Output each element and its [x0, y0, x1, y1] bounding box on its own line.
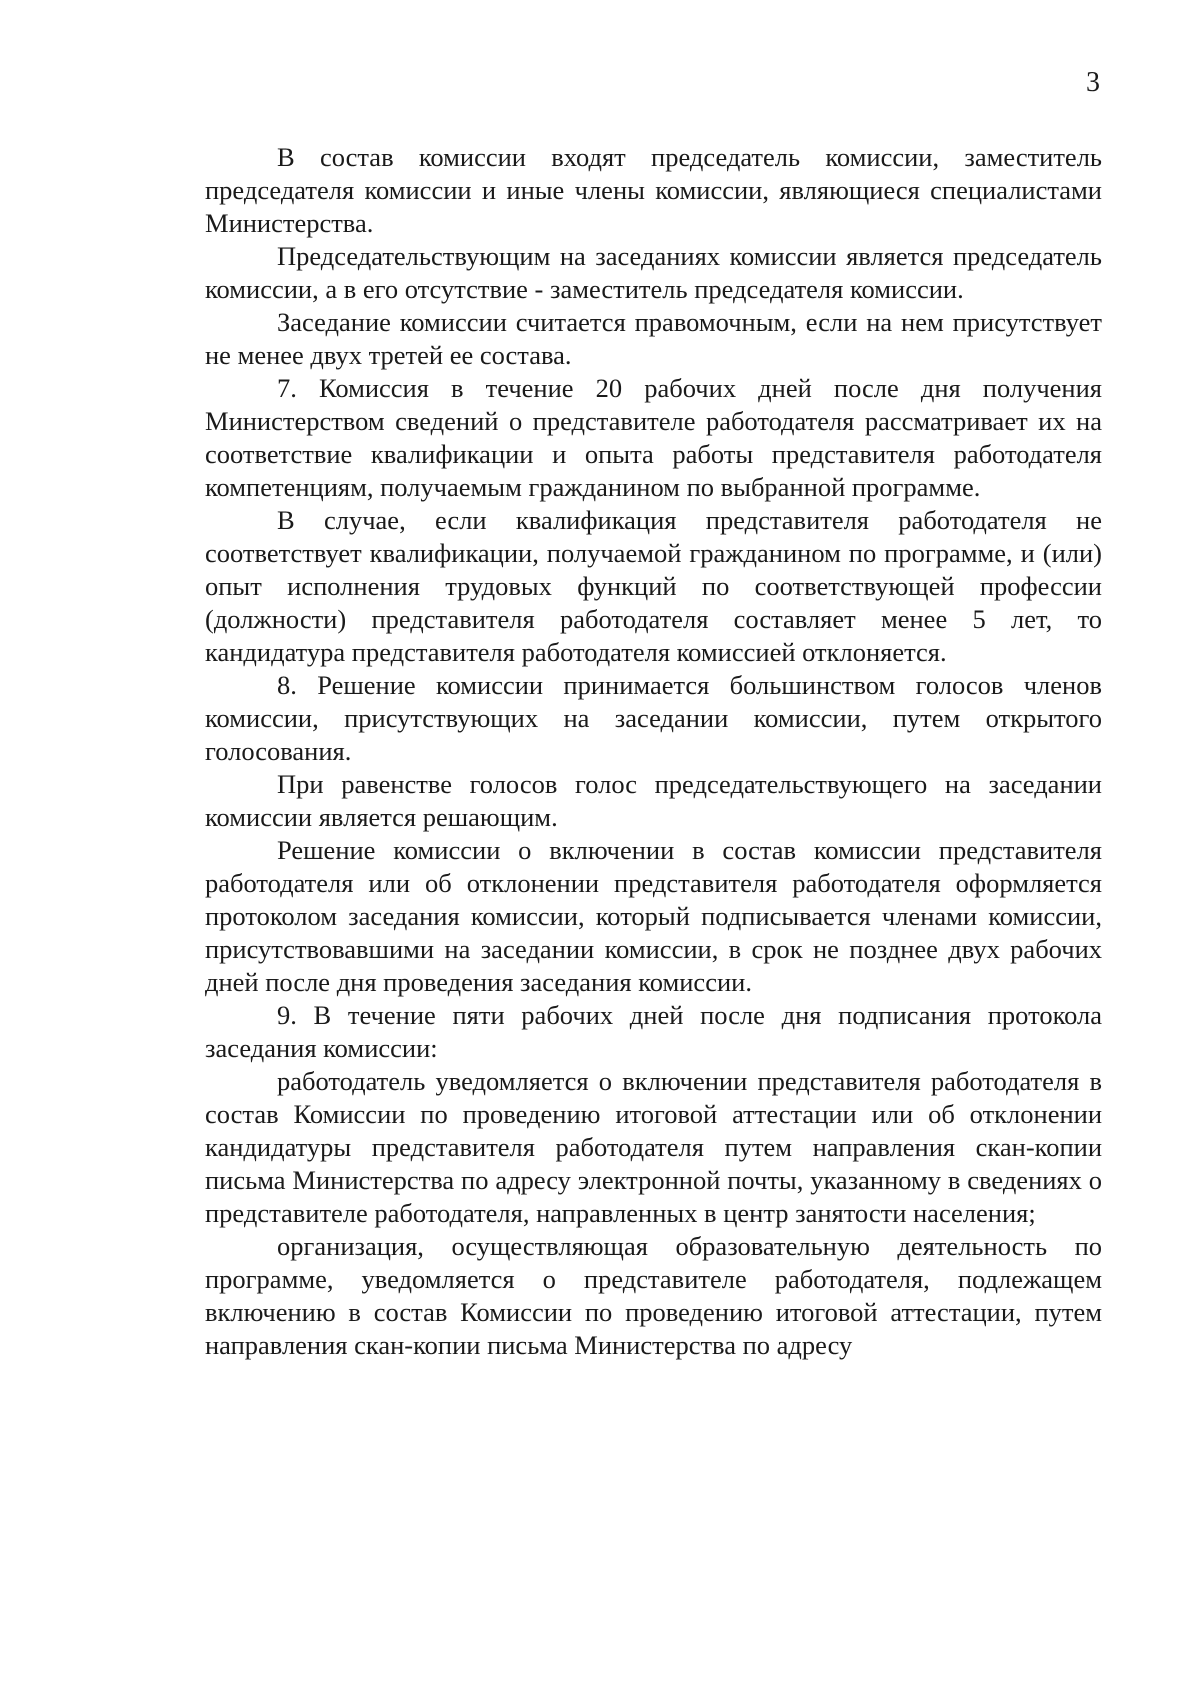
paragraph-item-8: 8. Решение комиссии принимается большинством голосов членов комиссии, присутствующих на заседании комиссии, путем открытого голосования. — [205, 670, 1102, 766]
paragraph-employer-notification: работодатель уведомляется о включении представителя работодателя в состав Комиссии по проведению итоговой аттестации или об отклонении кандидатуры представителя работодателя путем направления скан-копии письма Министерства по адресу электронной почты, указанному в сведениях о представителе работодателя, направленных в центр занятости населения; — [205, 1066, 1102, 1228]
paragraph-tie-vote: При равенстве голосов голос председательствующего на заседании комиссии является решающим. — [205, 769, 1102, 832]
document-body — [205, 141, 1102, 1362]
page-number: 3 — [1086, 67, 1100, 98]
paragraph-quorum: Заседание комиссии считается правомочным, если на нем присутствует не менее двух третей ее состава. — [205, 307, 1102, 370]
paragraph-item-7: 7. Комиссия в течение 20 рабочих дней после дня получения Министерством сведений о представителе работодателя рассматривает их на соответствие квалификации и опыта работы представителя работодателя компетенциям, получаемым гражданином по выбранной программе. — [205, 373, 1102, 502]
paragraph-protocol: Решение комиссии о включении в состав комиссии представителя работодателя или об отклонении представителя работодателя оформляется протоколом заседания комиссии, который подписывается членами комиссии, присутствовавшими на заседании комиссии, в срок не позднее двух рабочих дней после дня проведения заседания комиссии. — [205, 835, 1102, 997]
paragraph-item-9: 9. В течение пяти рабочих дней после дня подписания протокола заседания комиссии: — [205, 1000, 1102, 1063]
paragraph-presiding: Председательствующим на заседаниях комиссии является председатель комиссии, а в его отсутствие - заместитель председателя комиссии. — [205, 241, 1102, 304]
paragraph-rejection-conditions: В случае, если квалификация представителя работодателя не соответствует квалификации, получаемой гражданином по программе, и (или) опыт исполнения трудовых функций по соответствующей профессии (должности) представителя работодателя составляет менее 5 лет, то кандидатура представителя работодателя комиссией отклоняется. — [205, 505, 1102, 667]
paragraph-organization-notification: организация, осуществляющая образовательную деятельность по программе, уведомляется о представителе работодателя, подлежащем включению в состав Комиссии по проведению итоговой аттестации, путем направления скан-копии письма Министерства по адресу — [205, 1231, 1102, 1360]
paragraph-commission-composition: В состав комиссии входят председатель комиссии, заместитель председателя комиссии и иные члены комиссии, являющиеся специалистами Министерства. — [205, 142, 1102, 238]
